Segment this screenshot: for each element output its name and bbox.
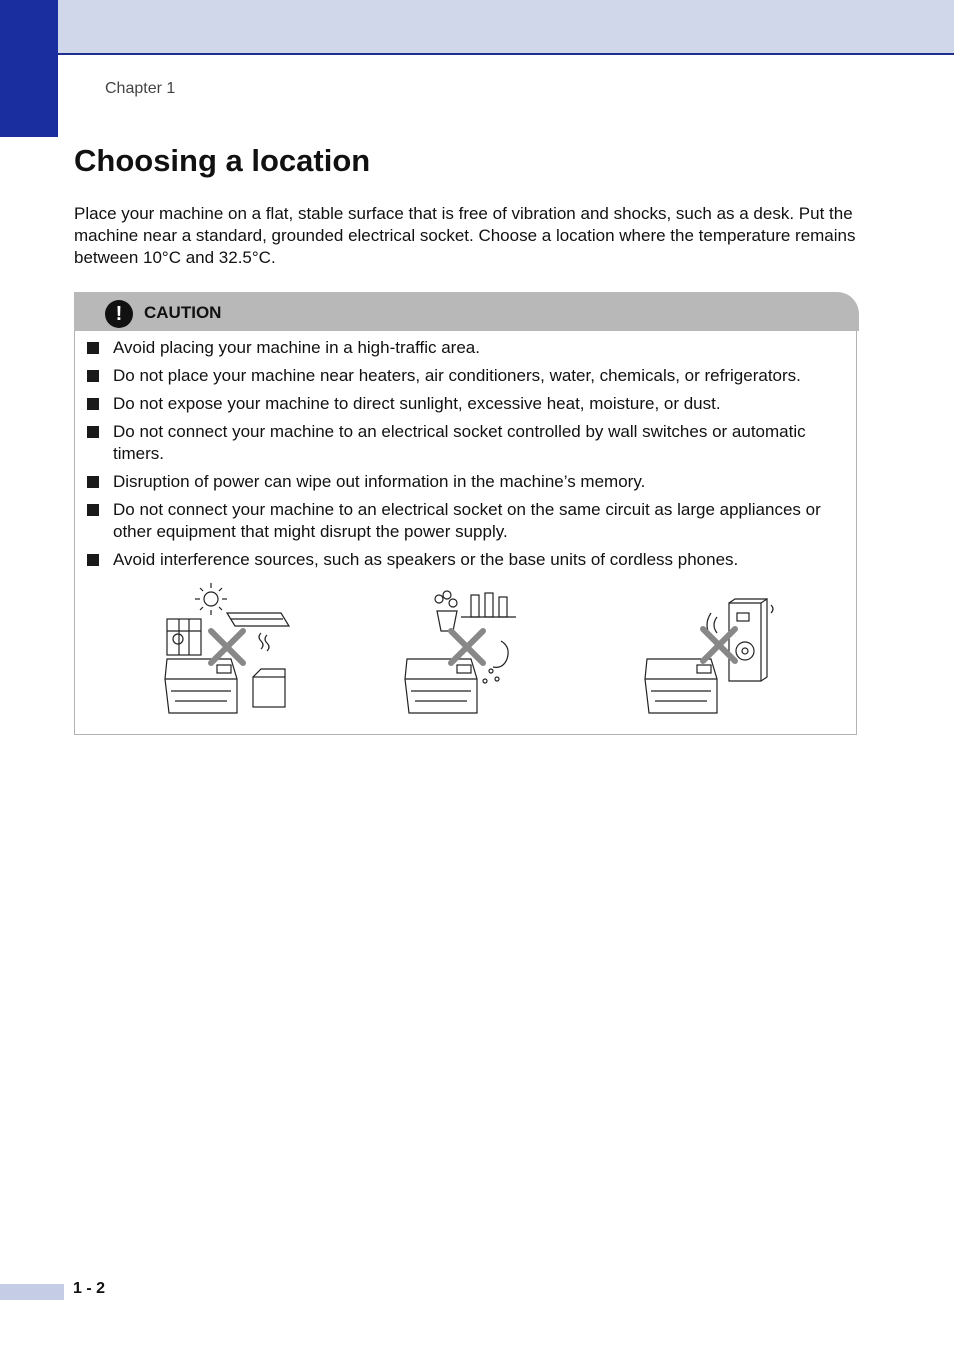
illustration-water-chemicals — [401, 581, 541, 726]
caution-item-text: Disruption of power can wipe out information in the machine’s memory. — [113, 472, 646, 491]
square-bullet-icon — [87, 476, 99, 488]
caution-list — [75, 337, 858, 577]
caution-header — [74, 292, 859, 331]
chapter-label: Chapter 1 — [105, 80, 176, 97]
footer-bar — [0, 1284, 64, 1300]
caution-item-text: Avoid placing your machine in a high-traffic area. — [113, 338, 480, 357]
square-bullet-icon — [87, 398, 99, 410]
chapter-tab — [0, 0, 58, 137]
illustration-sunlight-heat — [161, 581, 301, 726]
caution-item-text: Do not place your machine near heaters, air conditioners, water, chemicals, or refrigerators. — [113, 366, 801, 385]
caution-item-text: Do not connect your machine to an electrical socket controlled by wall switches or automatic timers. — [113, 422, 806, 463]
header-band — [0, 0, 954, 55]
caution-label: CAUTION — [144, 303, 222, 322]
caution-item — [75, 549, 858, 571]
caution-item-text: Do not connect your machine to an electrical socket on the same circuit as large appliances or other equipment that might disrupt the power supply. — [113, 500, 821, 541]
caution-item — [75, 393, 858, 415]
square-bullet-icon — [87, 342, 99, 354]
caution-item — [75, 471, 858, 493]
square-bullet-icon — [87, 504, 99, 516]
caution-box — [74, 292, 857, 735]
caution-item — [75, 421, 858, 465]
square-bullet-icon — [87, 426, 99, 438]
exclamation-icon: ! — [105, 300, 133, 328]
caution-item — [75, 337, 858, 359]
intro-paragraph: Place your machine on a flat, stable surface that is free of vibration and shocks, such as a desk. Put the machine near a standard, grounded electrical socket. Choose a location where the temperature remains between 10°C and 32.5°C. — [74, 204, 856, 267]
caution-item — [75, 499, 858, 543]
caution-item-text: Avoid interference sources, such as speakers or the base units of cordless phones. — [113, 550, 739, 569]
page-title: Choosing a location — [74, 143, 371, 178]
square-bullet-icon — [87, 370, 99, 382]
square-bullet-icon — [87, 554, 99, 566]
page-number: 1 - 2 — [73, 1280, 106, 1297]
caution-item — [75, 365, 858, 387]
caution-item-text: Do not expose your machine to direct sunlight, excessive heat, moisture, or dust. — [113, 394, 721, 413]
illustration-speaker — [641, 581, 781, 726]
